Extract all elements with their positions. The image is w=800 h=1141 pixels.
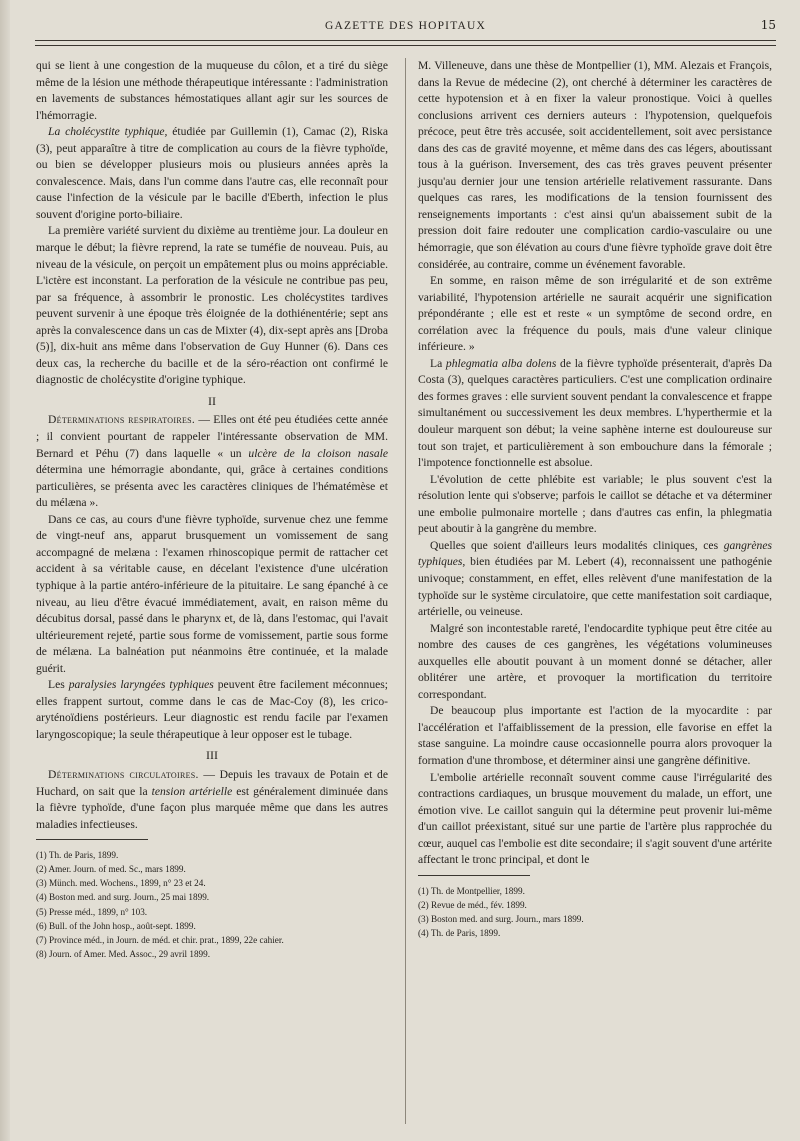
footnote-rule	[36, 839, 148, 840]
footnote: (6) Bull. of the John hosp., août-sept. 1899.	[36, 920, 196, 931]
emphasis: La cholécystite typhique,	[48, 125, 168, 139]
footnote: (4) Boston med. and surg. Journ., 25 mai 1899.	[36, 892, 210, 903]
paragraph-text: La	[430, 356, 446, 370]
running-title: GAZETTE DES HOPITAUX	[324, 20, 487, 32]
paragraph	[36, 677, 388, 743]
header-rule	[35, 40, 776, 46]
footnote: (8) Journ. of Amer. Med. Assoc., 29 avril 1899.	[36, 948, 211, 959]
footnote: (3) Boston med. and surg. Journ., mars 1899.	[418, 913, 584, 924]
paragraph-text: étudiée par Guillemin (1), Camac (2), Riska (3), peut apparaître à titre de complication au cours de la fièvre typhoïde, ou bien se développer plusieurs mois ou plusieurs années après la convalescence. Mais, dans l'un comme dans l'autre cas, elle reconnaît pour cause l'infection de la vésicule par le bacille d'Eberth, infection le plus souvent d'origine porto-biliaire.	[36, 125, 388, 221]
footnote: (2) Amer. Journ. of med. Sc., mars 1899.	[36, 864, 186, 875]
page-header	[35, 14, 776, 36]
footnote: (1) Th. de Paris, 1899.	[36, 850, 119, 861]
paragraph: L'évolution de cette phlébite est variable; le plus souvent c'est la résolution lente qui s'observe; parfois le caillot se détache et va déterminer une embolie pulmonaire mortelle ; dans d'autres cas enfin, la phlegmatia peut aboutir à la gangrène du membre.	[418, 472, 772, 536]
column-divider	[405, 58, 406, 1124]
emphasis: tension artérielle	[151, 784, 233, 798]
left-column	[36, 58, 388, 961]
emphasis: paralysies laryngées typhiques	[68, 678, 214, 692]
right-column	[418, 58, 772, 940]
paragraph-text: Quelles que soient d'ailleurs leurs modalités cliniques, ces	[430, 538, 724, 552]
paragraph-text: — Depuis les travaux de Potain et de Huchard, on sait que la	[36, 767, 388, 798]
paragraph-text: bien étudiées par M. Lebert (4), reconnaissent une pathogénie univoque; constamment, en effet, elles relèvent d'une manifestation de la typhoïde sur le système circulatoire, que cette manifestation soit cardiaque, artérielle, ou veineuse.	[418, 555, 772, 619]
section-number: II	[208, 393, 216, 408]
paragraph-text: de la fièvre typhoïde présenterait, d'après Da Costa (3), quelques caractères particuliers. C'est une complication ordinaire des formes graves : elle survient souvent pendant la convalescence et frappe simultanément ou successivement les deux membres. L'hyperthermie et la douleur marquent son début; la veine saphène interne est douloureuse sur tout son trajet, et particulièrement à son embouchure dans la fémorale ; l'impotence fonctionnelle est absolue.	[418, 356, 772, 470]
footnote: (5) Presse méd., 1899, n° 103.	[36, 906, 148, 917]
emphasis: phlegmatia alba dolens	[445, 356, 557, 370]
footnote: (3) Münch. med. Wochens., 1899, n° 23 et 24.	[36, 878, 206, 889]
paragraph	[418, 538, 772, 621]
paragraph: Dans ce cas, au cours d'une fièvre typhoïde, survenue chez une femme de vingt-neuf ans, apparut brusquement un vomissement de sang accompagné de melæna : l'examen rhinoscopique permit de rattacher cet accident à sa véritable cause, en décelant l'existence d'une ulcération typhique à la partie antéro-inférieure de la pituitaire. Le sang épanché à ce niveau, au lieu d'être évacué immédiatement, avait, en raison même du décubitus dorsal, passé dans le pharynx et, de là, dans l'estomac, qui l'avait ultérieurement rejeté, partie sous forme de vomissement, partie sous forme de mélæna. La balnéation put néanmoins être continuée, et la malade guérit.	[36, 512, 388, 675]
paragraph	[36, 767, 388, 833]
emphasis: ulcère de la cloison nasale	[248, 446, 388, 460]
paragraph-text: peuvent être facilement méconnues; elles frappent surtout, comme dans le cas de Mac-Coy (8), les crico-aryténoïdiens postérieurs. Leur diagnostic est rendu facile par l'examen laryngoscopique; la seule thérapeutique à leur opposer est le tubage.	[36, 678, 389, 741]
paragraph: L'embolie artérielle reconnaît souvent comme cause l'irrégularité des contractions cardiaques, un brusque mouvement du malade, un effort, une émotion vive. Le caillot sanguin qui la détermine peut provenir lui-même d'un caillot préexistant, situé sur une partie de l'artère plus rapprochée du cœur, auquel cas l'embolie est dite secondaire; il s'agit souvent d'une artérite affectant le tronc principal, et dont le	[418, 770, 772, 867]
paragraph: De beaucoup plus importante est l'action de la myocardite : par l'accélération et l'affaiblissement de la pression, elle favorise en effet la stase sanguine. La moindre cause occasionnelle pourra alors provoquer la formation d'une thrombose, et déterminer ainsi une gangrène définitive.	[418, 704, 772, 767]
paragraph: En somme, en raison même de son irrégularité et de son extrême variabilité, l'hypotension artérielle ne saurait acquérir une signification prépondérante ; elle est et reste « un symptôme de second ordre, en corrélation avec la fréquence du pouls, mais d'une valeur clinique inférieure. »	[418, 274, 772, 354]
paragraph	[36, 124, 388, 223]
footnotes	[36, 848, 388, 961]
emphasis: gangrènes typhiques,	[418, 538, 772, 569]
paragraph: qui se lient à une congestion de la muqueuse du côlon, et a tiré du siège même de la lésion une méthode thérapeutique intéressante : l'administration en lavements de substances hémostatiques allant agir sur les sources de l'hémorragie.	[36, 59, 388, 122]
paragraph: La première variété survient du dixième au trentième jour. La douleur en marque le début; la fièvre reprend, la rate se tuméfie de nouveau. Puis, au niveau de la vésicule, on perçoit un empâtement plus ou moins appréciable. L'ictère est inconstant. La perforation de la vésicule ne contribue pas peu, par sa fréquence, à assombrir le pronostic. Les cholécystites tardives peuvent survenir à une époque très éloignée de la dothiénentérie; sept ans après la convalescence dans un cas de Mixter (4), dix-sept après ans [Droba (5)], dix-huit ans même dans l'observation de Guy Hunner (6). Dans ces deux cas, la recherche du bacille et de la séro-réaction ont confirmé le diagnostic de cholécystite d'origine typhique.	[36, 224, 388, 387]
paragraph-text: est généralement diminuée dans la fièvre typhoïde, d'une façon plus marquée même que dans les autres maladies infectieuses.	[36, 784, 388, 831]
paragraph-text: — Elles ont été peu étudiées cette année ; il convient pourtant de rappeler l'intéressante observation de MM. Bernard et Péhu (7) dans laquelle « un	[36, 413, 388, 460]
paragraph	[418, 356, 772, 472]
section-number: III	[206, 748, 218, 763]
footnote: (7) Province méd., in Journ. de méd. et chir. prat., 1899, 22e cahier.	[36, 934, 284, 945]
footnote-rule	[418, 875, 530, 876]
section-heading: Déterminations circulatoires.	[48, 767, 199, 781]
footnotes	[418, 884, 772, 940]
footnote: (1) Th. de Montpellier, 1899.	[418, 885, 525, 896]
paragraph-text: Les	[48, 678, 69, 692]
paragraph: Malgré son incontestable rareté, l'endocardite typhique peut être citée au nombre des causes de ces gangrènes, les végétations volumineuses auxquelles elle aboutit pouvant à un moment donné se détacher, aller oblitérer une artère, et provoquer la mortification du territoire correspondant.	[418, 621, 772, 701]
paragraph	[36, 412, 388, 511]
footnote: (2) Revue de méd., fév. 1899.	[418, 899, 527, 910]
page-number: 15	[760, 18, 776, 32]
paragraph-text: détermina une hémorragie abondante, qui, grâce à certaines conditions particulières, se présenta avec les caractères cliniques de l'hématémèse et du mélæna ».	[36, 463, 388, 510]
page-binding-edge	[0, 0, 10, 1141]
section-heading: Déterminations respiratoires.	[48, 413, 196, 427]
footnote: (4) Th. de Paris, 1899.	[418, 928, 501, 939]
paragraph: M. Villeneuve, dans une thèse de Montpellier (1), MM. Alezais et François, dans la Revue de médecine (2), ont cherché à déterminer les caractères de cette hypotension et à en fixer la valeur pronostique. Voici à quelles conclusions arrivent ces derniers auteurs : l'hypotension, quelquefois précoce, peut être très accusée, soit accidentellement, soit avec persistance dans des cas de gravité moyenne, et même dans des cas légers, aboutissant tous à la guérison. Inversement, des cas très graves peuvent présenter jusqu'au dernier jour une tension artérielle relativement rassurante. Dans quelques cas rares, les modifications de la tension fournissent des renseignements importants : c'est ainsi qu'un abaissement subit de la pression doit faire redouter une complication cardio-vasculaire ou une hémorragie, que son élévation au cours d'une fièvre typhoïde grave doit être considérée, au contraire, comme un événement favorable.	[418, 59, 772, 271]
